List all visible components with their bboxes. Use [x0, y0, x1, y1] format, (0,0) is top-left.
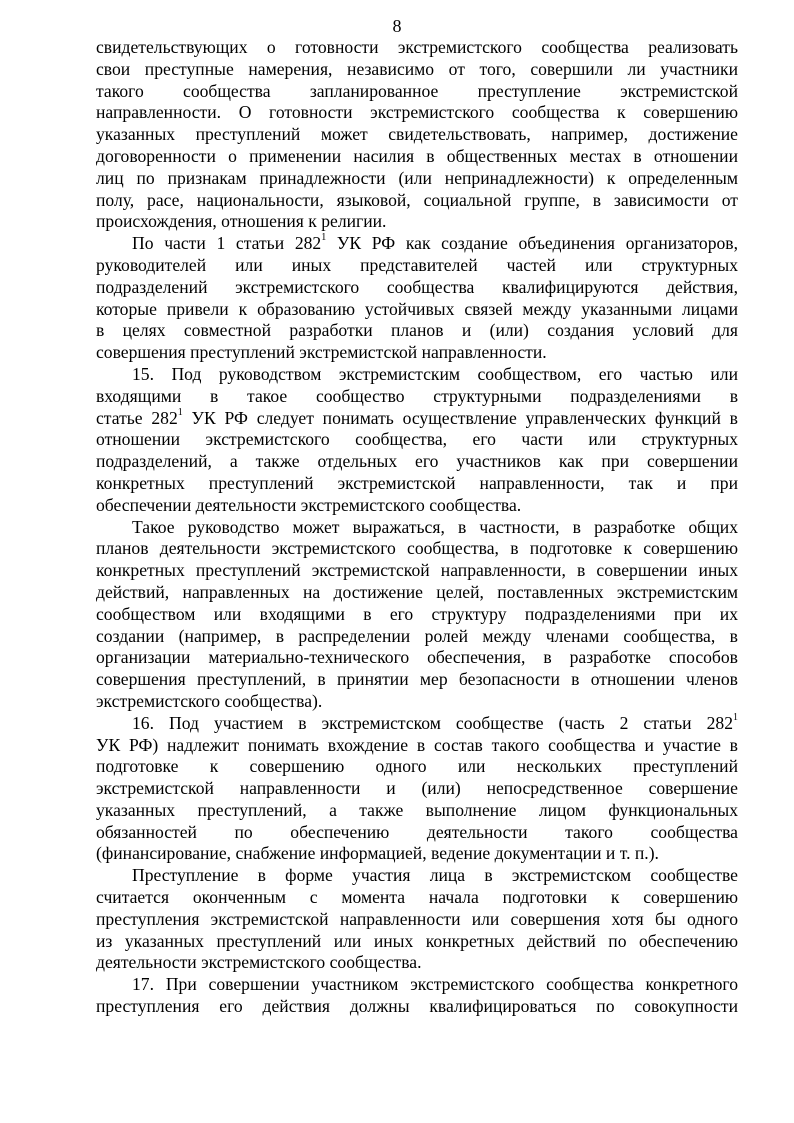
text-segment: 16. Под участием в экстремистском сообществе (часть 2 статьи 282: [132, 712, 733, 733]
text-line: [96, 81, 738, 103]
text-line: [96, 124, 738, 146]
paragraph-p7: [96, 974, 738, 1018]
text-segment: обязанностей по обеспечению деятельности такого сообщества: [96, 821, 738, 842]
text-segment: статье 282: [96, 407, 178, 428]
page-number: 8: [392, 16, 402, 36]
text-segment: Преступление в форме участия лица в экстремистском сообществе: [132, 865, 738, 886]
text-line: [96, 102, 738, 124]
text-line: [96, 735, 738, 757]
superscript: 1: [177, 407, 183, 418]
text-segment: УК РФ) надлежит понимать вхождение в состав такого сообщества и участие в: [96, 734, 738, 755]
text-line: [96, 996, 738, 1018]
text-segment: преступления его действия должны квалифицироваться по совокупности: [96, 996, 738, 1017]
text-line: [96, 146, 738, 168]
text-line: [96, 560, 738, 582]
text-line: [96, 691, 738, 713]
text-segment: 15. Под руководством экстремистским сообществом, его частью или: [132, 363, 738, 384]
text-segment: указанных преступлений, а также выполнение лицом функциональных: [96, 799, 738, 820]
text-segment: УК РФ как создание объединения организаторов,: [326, 233, 738, 254]
text-line: [96, 800, 738, 822]
text-segment: отношении экстремистского сообщества, его части или структурных: [96, 429, 738, 450]
text-line: [96, 429, 738, 451]
text-line: [96, 517, 738, 539]
text-segment: преступления экстремистской направленности или совершения хотя бы одного: [96, 908, 738, 929]
text-line: [96, 822, 738, 844]
paragraph-p1: [96, 37, 738, 233]
paragraph-p2: [96, 233, 738, 364]
superscript: 1: [733, 712, 738, 723]
text-segment: организации материально-технического обеспечения, в разработке способов: [96, 647, 738, 668]
text-line: [96, 974, 738, 996]
text-segment: в целях совместной разработки планов и (или) создания условий для: [96, 320, 738, 341]
paragraph-p4: [96, 517, 738, 713]
document-body: [96, 37, 738, 1018]
superscript: 1: [321, 233, 327, 244]
text-segment: УК РФ следует понимать осуществление управленческих функций в: [182, 407, 738, 428]
text-line: [96, 495, 738, 517]
text-segment: подразделений экстремистского сообщества квалифицируются действия,: [96, 276, 738, 297]
text-line: [96, 778, 738, 800]
text-segment: договоренности о применении насилия в общественных местах в отношении: [96, 145, 738, 166]
text-segment: действий, направленных на достижение целей, поставленных экстремистским: [96, 581, 738, 602]
text-segment: происхождения, отношения к религии.: [96, 211, 387, 232]
text-line: [96, 386, 738, 408]
text-line: [96, 604, 738, 626]
paragraph-p5: [96, 713, 738, 866]
text-line: [96, 669, 738, 691]
text-segment: экстремистского сообщества).: [96, 690, 323, 711]
text-line: [96, 909, 738, 931]
text-segment: Такое руководство может выражаться, в частности, в разработке общих: [132, 516, 738, 537]
text-line: [96, 320, 738, 342]
text-segment: 17. При совершении участником экстремистского сообщества конкретного: [132, 974, 738, 995]
text-line: [96, 626, 738, 648]
text-segment: такого сообщества запланированное преступление экстремистской: [96, 80, 738, 101]
text-segment: указанных преступлений может свидетельствовать, например, достижение: [96, 124, 738, 145]
text-line: [96, 277, 738, 299]
text-segment: конкретных преступлений экстремистской направленности, в совершении иных: [96, 560, 738, 581]
text-line: [96, 865, 738, 887]
text-line: [96, 342, 738, 364]
text-segment: планов деятельности экстремистского сообщества, в подготовке к совершению: [96, 538, 738, 559]
text-segment: свидетельствующих о готовности экстремистского сообщества реализовать: [96, 37, 738, 57]
text-line: [96, 233, 738, 255]
text-line: [96, 647, 738, 669]
text-line: [96, 931, 738, 953]
text-segment: входящими в такое сообщество структурными подразделениями в: [96, 385, 738, 406]
text-line: [96, 582, 738, 604]
text-segment: создании (например, в распределении ролей между членами сообщества, в: [96, 625, 738, 646]
text-segment: деятельности экстремистского сообщества.: [96, 952, 422, 973]
text-segment: лиц по признакам принадлежности (или непринадлежности) к определенным: [96, 167, 738, 188]
text-line: [96, 168, 738, 190]
text-line: [96, 59, 738, 81]
text-segment: совершения преступлений, в принятии мер безопасности в отношении членов: [96, 669, 738, 690]
text-segment: свои преступные намерения, независимо от того, совершили ли участники: [96, 58, 738, 79]
paragraph-p3: [96, 364, 738, 517]
text-segment: обеспечении деятельности экстремистского сообщества.: [96, 494, 522, 515]
text-line: [96, 713, 738, 735]
text-segment: из указанных преступлений или иных конкретных действий по обеспечению: [96, 930, 738, 951]
text-line: [96, 843, 738, 865]
text-segment: которые привели к образованию устойчивых связей между указанными лицами: [96, 298, 738, 319]
text-line: [96, 299, 738, 321]
text-segment: (финансирование, снабжение информацией, ведение документации и т. п.).: [96, 843, 659, 864]
text-segment: подразделений, а также отдельных его участников как при совершении: [96, 451, 738, 472]
text-segment: подготовке к совершению одного или нескольких преступлений: [96, 756, 738, 777]
text-line: [96, 887, 738, 909]
text-line: [96, 952, 738, 974]
text-line: [96, 451, 738, 473]
text-segment: сообществом или входящими в его структуру подразделениями при их: [96, 603, 738, 624]
text-line: [96, 473, 738, 495]
text-line: [96, 211, 738, 233]
text-line: [96, 408, 738, 430]
text-segment: экстремистской направленности и (или) непосредственное совершение: [96, 778, 738, 799]
text-line: [96, 364, 738, 386]
text-segment: совершения преступлений экстремистской направленности.: [96, 342, 547, 363]
text-segment: руководителей или иных представителей частей или структурных: [96, 254, 738, 275]
text-line: [96, 756, 738, 778]
text-line: [96, 255, 738, 277]
text-segment: конкретных преступлений экстремистской направленности, так и при: [96, 472, 738, 493]
text-segment: полу, расе, национальности, языковой, социальной группе, в зависимости от: [96, 189, 738, 210]
text-segment: считается оконченным с момента начала подготовки к совершению: [96, 887, 738, 908]
text-line: [96, 37, 738, 59]
text-line: [96, 538, 738, 560]
text-segment: направленности. О готовности экстремистского сообщества к совершению: [96, 102, 738, 123]
paragraph-p6: [96, 865, 738, 974]
text-segment: По части 1 статьи 282: [132, 233, 322, 254]
text-line: [96, 190, 738, 212]
